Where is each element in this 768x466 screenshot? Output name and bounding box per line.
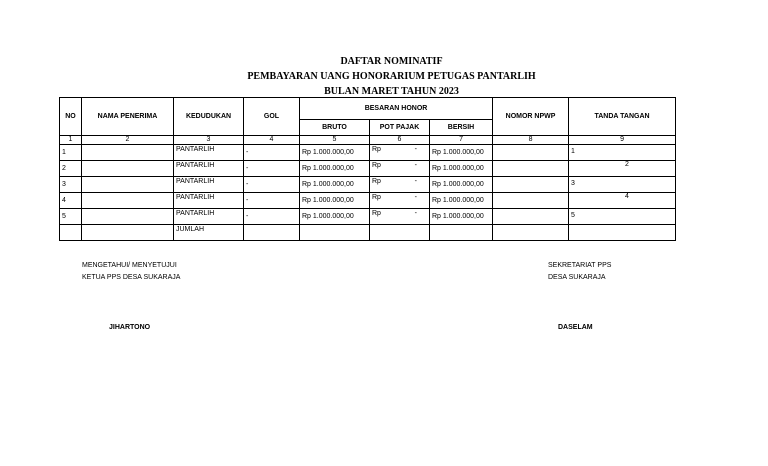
row-gol: - <box>244 145 300 161</box>
row-no: 2 <box>60 161 82 177</box>
row-bruto: Rp 1.000.000,00 <box>300 193 370 209</box>
pot-currency: Rp <box>372 146 381 153</box>
title-line-2: PEMBAYARAN UANG HONORARIUM PETUGAS PANTARLIH <box>247 71 536 82</box>
row-npwp <box>493 193 569 209</box>
column-number-row <box>60 136 676 145</box>
row-kedudukan: PANTARLIH <box>174 161 244 177</box>
pot-value: - <box>414 194 417 201</box>
left-sig-name: JIHARTONO <box>109 324 151 331</box>
row-kedudukan: PANTARLIH <box>174 145 244 161</box>
row-npwp <box>493 177 569 193</box>
left-signatory-name <box>109 322 150 334</box>
row-gol: - <box>244 177 300 193</box>
right-sig-line-2: DESA SUKARAJA <box>548 274 606 281</box>
right-sig-name: DASELAM <box>558 324 593 331</box>
row-nama <box>82 177 174 193</box>
col-number: 6 <box>370 136 430 145</box>
row-tanda-tangan <box>569 209 676 225</box>
header-nama: NAMA PENERIMA <box>82 98 174 136</box>
row-tanda-tangan <box>569 161 676 177</box>
total-pot <box>370 225 430 241</box>
row-nama <box>82 209 174 225</box>
row-no: 4 <box>60 193 82 209</box>
document-title <box>0 54 768 99</box>
total-label: JUMLAH <box>174 225 244 241</box>
row-nama <box>82 161 174 177</box>
row-bersih: Rp 1.000.000,00 <box>430 145 493 161</box>
row-npwp <box>493 209 569 225</box>
row-gol: - <box>244 193 300 209</box>
pot-value: - <box>414 162 417 169</box>
table-row <box>60 145 676 161</box>
row-no: 5 <box>60 209 82 225</box>
col-number: 4 <box>244 136 300 145</box>
col-number: 3 <box>174 136 244 145</box>
row-pot-pajak <box>370 177 430 193</box>
row-tanda-tangan <box>569 193 676 209</box>
row-bruto: Rp 1.000.000,00 <box>300 145 370 161</box>
row-no: 3 <box>60 177 82 193</box>
header-gol: GOL <box>244 98 300 136</box>
right-signature-block <box>548 260 611 284</box>
header-tanda-tangan: TANDA TANGAN <box>569 98 676 136</box>
table-row <box>60 177 676 193</box>
right-signatory-name <box>558 322 593 334</box>
ttd-number: 3 <box>571 180 575 187</box>
row-bersih: Rp 1.000.000,00 <box>430 209 493 225</box>
pot-value: - <box>414 146 417 153</box>
row-gol: - <box>244 209 300 225</box>
row-bersih: Rp 1.000.000,00 <box>430 161 493 177</box>
row-pot-pajak <box>370 209 430 225</box>
left-sig-line-1: MENGETAHUI/ MENYETUJUI <box>82 262 177 269</box>
pot-currency: Rp <box>372 210 381 217</box>
pot-currency: Rp <box>372 178 381 185</box>
header-bruto: BRUTO <box>300 120 370 136</box>
row-kedudukan: PANTARLIH <box>174 177 244 193</box>
pot-currency: Rp <box>372 194 381 201</box>
total-bersih <box>430 225 493 241</box>
row-gol: - <box>244 161 300 177</box>
row-tanda-tangan <box>569 145 676 161</box>
ttd-number: 5 <box>571 212 575 219</box>
title-line-1: DAFTAR NOMINATIF <box>340 56 443 67</box>
row-npwp <box>493 145 569 161</box>
ttd-number: 1 <box>571 148 575 155</box>
col-number: 5 <box>300 136 370 145</box>
left-signature-block <box>82 260 180 284</box>
col-number: 7 <box>430 136 493 145</box>
total-empty <box>493 225 569 241</box>
col-number: 1 <box>60 136 82 145</box>
table-row <box>60 161 676 177</box>
header-npwp: NOMOR NPWP <box>493 98 569 136</box>
table-row <box>60 209 676 225</box>
col-number: 2 <box>82 136 174 145</box>
row-nama <box>82 193 174 209</box>
total-empty <box>82 225 174 241</box>
header-pot-pajak: POT PAJAK <box>370 120 430 136</box>
row-kedudukan: PANTARLIH <box>174 193 244 209</box>
row-pot-pajak <box>370 145 430 161</box>
row-bersih: Rp 1.000.000,00 <box>430 193 493 209</box>
right-sig-line-1: SEKRETARIAT PPS <box>548 262 612 269</box>
row-tanda-tangan <box>569 177 676 193</box>
col-number: 9 <box>569 136 676 145</box>
pot-value: - <box>414 178 417 185</box>
ttd-number: 4 <box>625 193 629 200</box>
left-sig-line-2: KETUA PPS DESA SUKARAJA <box>82 274 181 281</box>
row-no: 1 <box>60 145 82 161</box>
header-no: NO <box>60 98 82 136</box>
ttd-number: 2 <box>625 161 629 168</box>
header-bersih: BERSIH <box>430 120 493 136</box>
total-row <box>60 225 676 241</box>
total-empty <box>244 225 300 241</box>
row-pot-pajak <box>370 193 430 209</box>
row-bersih: Rp 1.000.000,00 <box>430 177 493 193</box>
row-pot-pajak <box>370 161 430 177</box>
header-kedudukan: KEDUDUKAN <box>174 98 244 136</box>
pot-value: - <box>414 210 417 217</box>
header-besaran-honor: BESARAN HONOR <box>300 98 493 120</box>
row-bruto: Rp 1.000.000,00 <box>300 161 370 177</box>
total-bruto <box>300 225 370 241</box>
nominative-table <box>59 97 676 241</box>
table-row <box>60 193 676 209</box>
total-empty <box>569 225 676 241</box>
row-nama <box>82 145 174 161</box>
row-bruto: Rp 1.000.000,00 <box>300 209 370 225</box>
row-npwp <box>493 161 569 177</box>
total-empty <box>60 225 82 241</box>
row-bruto: Rp 1.000.000,00 <box>300 177 370 193</box>
title-line-3: BULAN MARET TAHUN 2023 <box>324 86 459 97</box>
col-number: 8 <box>493 136 569 145</box>
row-kedudukan: PANTARLIH <box>174 209 244 225</box>
pot-currency: Rp <box>372 162 381 169</box>
